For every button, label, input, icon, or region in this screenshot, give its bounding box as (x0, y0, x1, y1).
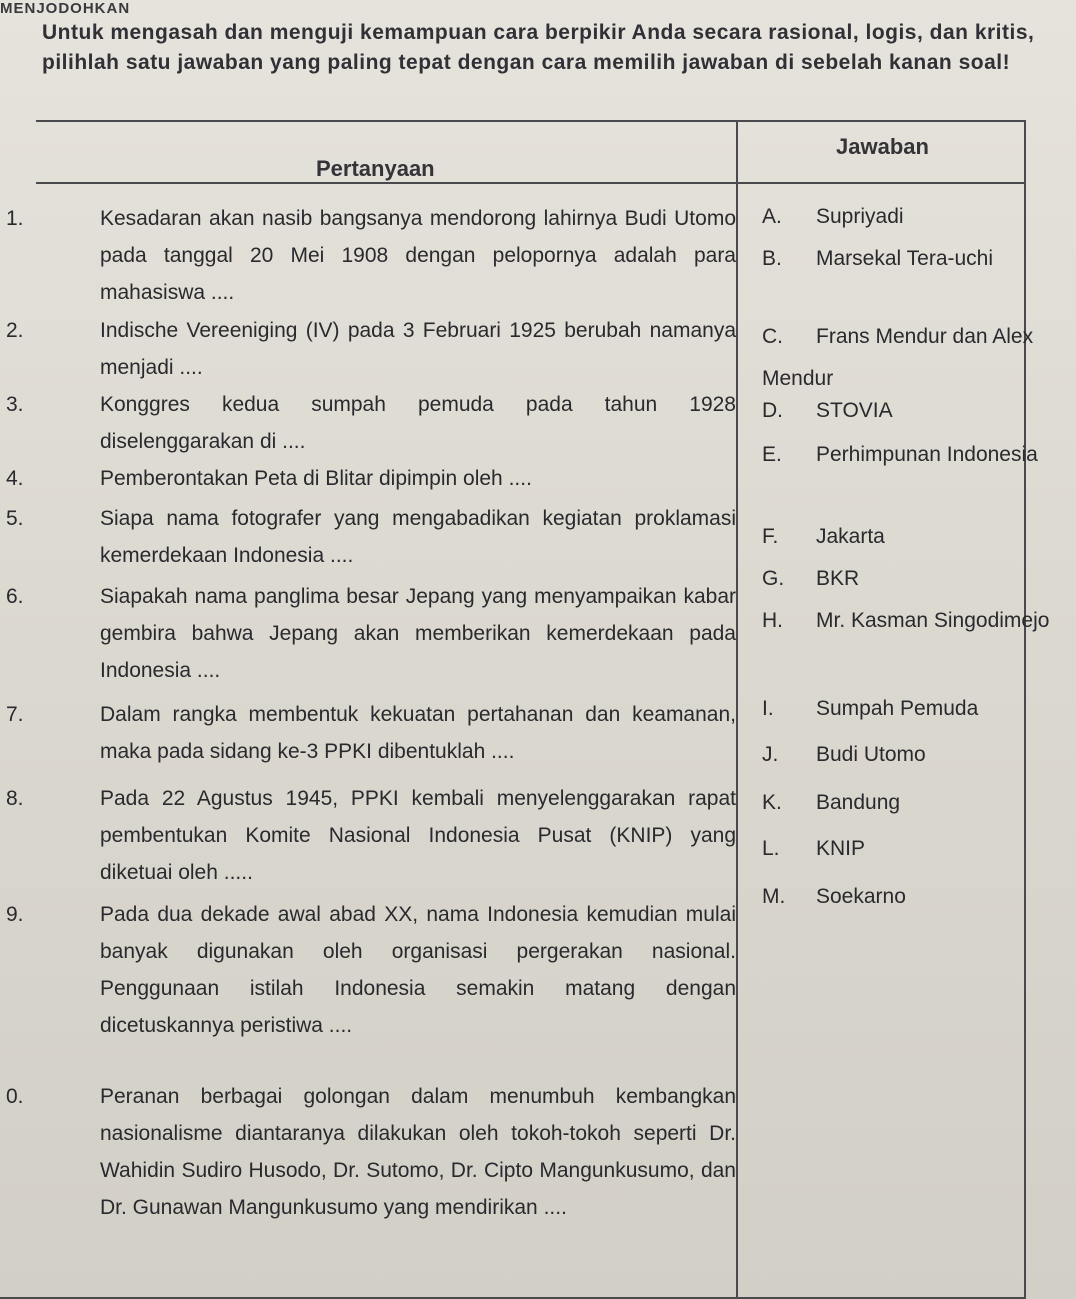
answer-letter: E. (762, 443, 782, 466)
answer-text: Mr. Kasman Singodimejo (816, 609, 1050, 632)
question-text: Siapa nama fotografer yang mengabadikan kegiatan proklamasi kemerdekaan Indonesia .... (100, 507, 736, 567)
answer-text: Bandung (816, 791, 901, 814)
question-text: Pada 22 Agustus 1945, PPKI kembali menyelenggarakan rapat pembentukan Komite Nasional Indonesia Pusat (KNIP) yang diketuai oleh ..... (100, 787, 736, 884)
answer-text: Frans Mendur dan Alex Mendur (762, 325, 1034, 390)
answer-option (762, 316, 1062, 400)
question-text: Pemberontakan Peta di Blitar dipimpin oleh .... (100, 467, 532, 490)
answer-option (762, 196, 1062, 238)
answer-text: Jakarta (816, 525, 885, 548)
question-number: 0. (6, 1085, 24, 1108)
question-text: Peranan berbagai golongan dalam menumbuh kembangkan nasionalisme diantaranya dilakukan oleh tokoh-tokoh seperti Dr. Wahidin Sudiro Husodo, Dr. Sutomo, Dr. Cipto Mangunkusumo, dan Dr. Gunawan Mangunkusumo yang mendirikan .... (100, 1085, 736, 1219)
answer-letter: L. (762, 837, 780, 860)
question-item (6, 896, 736, 1044)
answer-option (762, 558, 1062, 600)
answer-letter: K. (762, 791, 782, 814)
answer-letter: F. (762, 525, 779, 548)
answer-letter: I. (762, 697, 774, 720)
question-number: 8. (6, 787, 24, 810)
answer-letter: B. (762, 247, 782, 270)
instructions: Untuk mengasah dan menguji kemampuan cara berpikir Anda secara rasional, logis, dan kritis, pilihlah satu jawaban yang paling tepat dengan cara memilih jawaban di sebelah kanan soal! (42, 21, 1035, 74)
answer-letter: M. (762, 885, 786, 908)
table-top-border (36, 120, 1026, 122)
answer-text: Soekarno (816, 885, 906, 908)
question-text: Konggres kedua sumpah pemuda pada tahun 1928 diselenggarakan di .... (100, 393, 736, 453)
question-number: 7. (6, 703, 24, 726)
answer-text: Marsekal Tera-uchi (816, 247, 994, 270)
question-text: Kesadaran akan nasib bangsanya mendorong lahirnya Budi Utomo pada tanggal 20 Mei 1908 dengan pelopornya adalah para mahasiswa .... (100, 207, 736, 304)
column-header-answer: Jawaban (836, 134, 929, 159)
answer-option (762, 434, 1062, 476)
question-text: Siapakah nama panglima besar Jepang yang menyampaikan kabar gembira bahwa Jepang akan memberikan kemerdekaan pada Indonesia .... (100, 585, 736, 682)
answer-text: Supriyadi (816, 205, 904, 228)
question-number: 6. (6, 585, 24, 608)
answer-letter: G. (762, 567, 785, 590)
answer-option (762, 238, 1062, 280)
question-item (6, 500, 736, 574)
question-item (6, 386, 736, 460)
answer-option (762, 782, 1062, 824)
answer-text: KNIP (816, 837, 866, 860)
question-item (6, 1078, 736, 1226)
question-text: Dalam rangka membentuk kekuatan pertahanan dan keamanan, maka pada sidang ke-3 PPKI dibentuklah .... (100, 703, 736, 763)
question-text: Indische Vereeniging (IV) pada 3 Februari 1925 berubah namanya menjadi .... (100, 319, 736, 379)
answer-option (762, 600, 1062, 642)
answer-letter: J. (762, 743, 779, 766)
question-item (6, 200, 736, 311)
header-divider (36, 182, 1026, 184)
matching-table (6, 120, 1050, 1299)
answer-letter: C. (762, 325, 783, 348)
question-number: 2. (6, 319, 24, 342)
question-number: 9. (6, 903, 24, 926)
question-text: Pada dua dekade awal abad XX, nama Indonesia kemudian mulai banyak digunakan oleh organisasi pergerakan nasional. Penggunaan istilah Indonesia semakin matang dengan dicetuskannya peristiwa .... (100, 903, 736, 1037)
answer-text: Sumpah Pemuda (816, 697, 979, 720)
answer-option (762, 516, 1062, 558)
answer-option (762, 876, 1062, 918)
question-number: 5. (6, 507, 24, 530)
answer-option (762, 828, 1062, 870)
answer-letter: A. (762, 205, 782, 228)
question-item (6, 578, 736, 689)
question-item (6, 460, 736, 497)
column-divider (736, 120, 738, 1299)
answer-option (762, 688, 1062, 730)
question-number: 1. (6, 207, 24, 230)
question-item (6, 312, 736, 386)
answer-text: Perhimpunan Indonesia (816, 443, 1038, 466)
question-number: 3. (6, 393, 24, 416)
answer-text: Budi Utomo (816, 743, 926, 766)
answer-option (762, 734, 1062, 776)
answer-option (762, 390, 1062, 432)
answer-text: STOVIA (816, 399, 893, 422)
section-header: MENJODOHKAN (0, 0, 131, 17)
question-number: 4. (6, 467, 24, 490)
question-item (6, 780, 736, 891)
answer-letter: D. (762, 399, 783, 422)
answer-letter: H. (762, 609, 783, 632)
answer-text: BKR (816, 567, 860, 590)
question-item (6, 696, 736, 770)
column-header-question: Pertanyaan (316, 156, 435, 181)
